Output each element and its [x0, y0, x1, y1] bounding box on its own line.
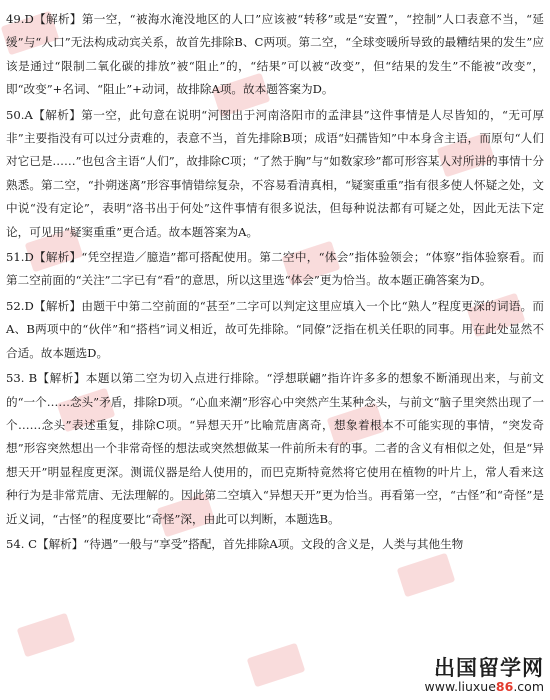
logo-url: [425, 680, 544, 694]
site-logo: [425, 656, 544, 694]
answer-paragraph-52: 52.D【解析】由题干中第二空前面的“甚至”二字可以判定这里应填入一个比“熟人”程度更深的词语。而A、B两项中的“伙伴”和“搭档”词义相近，故可先排除。“同僚”泛指在机关任职的同事。用在此处显然不合适。故本题选D。: [6, 298, 544, 360]
answer-paragraph-49: 49.D【解析】第一空，“被海水淹没地区的人口”应该被“转移”或是“安置”，“控制”人口表意不当，“延缓”与“人口”无法构成动宾关系，故首先排除B、C两项。第二空，“全球变暖所导致的最糟结果的发生”应该是通过“限制二氧化碳的排放”被“阻止”的，“结果”可以被“改变”，但“结果的发生”不能被“改变”，即“改变”+名词、“阻止”+动词，故排除A项。故本题答案为D。: [6, 12, 544, 97]
watermark-stamp: [247, 643, 306, 688]
url-accent: 86: [495, 679, 514, 694]
answer-explanations: [6, 8, 544, 558]
watermark-stamp: [397, 553, 456, 598]
answer-paragraph-54: 54. C【解析】“待遇”一般与“享受”搭配，首先排除A项。文段的含义是，人类与其他生物: [6, 536, 464, 551]
url-prefix: www.liuxue: [424, 679, 496, 694]
answer-paragraph-53: 53. B【解析】本题以第二空为切入点进行排除。“浮想联翩”指许许多多的想象不断涌现出来，与前文的“一个……念头”矛盾，排除D项。“心血来潮”形容心中突然产生某种念头，与前文“脑子里突然出现了一个……念头”表述重复，排除C项。“异想天开”比喻荒唐离奇，想象着根本不可能实现的事情，“突发奇想”形容突然想出一个非常奇怪的想法或突然想做某一件前所未有的事。二者的含义有相似之处，但是“异想天开”明显程度更深。测谎仪器是给人使用的，而巴克斯特竟然将它使用在植物的叶片上，常人看来这种行为是非常荒唐、无法理解的。因此第二空填入“异想天开”更为恰当。再看第一空，“古怪”和“奇怪”是近义词，“古怪”的程度要比“奇怪”深，由此可以判断，本题选B。: [6, 371, 544, 526]
answer-paragraph-50: 50.A【解析】第一空，此句意在说明“河图出于河南洛阳市的孟津县”这件事情是人尽皆知的，“无可厚非”主要指没有可以过分责难的，表意不当，首先排除B项；成语“妇孺皆知”中本身含主语，而原句“人们对它已是……”也包含主语“人们”，故排除C项；“了然于胸”与“如数家珍”都可形容某人对所讲的事情十分熟悉。第二空，“扑朔迷离”形容事情错综复杂，不容易看清真相，“疑窦重重”指有很多使人怀疑之处，文中说“没有定论”，表明“洛书出于何处”这件事情有很多说法，但每种说法都有可疑之处，因此无法下定论，可见用“疑窦重重”更合适。故本题答案为A。: [6, 107, 544, 239]
logo-text: 出国留学网: [434, 656, 544, 680]
watermark-stamp: [17, 613, 76, 658]
url-suffix: .com: [513, 679, 544, 694]
answer-paragraph-51: 51.D【解析】“凭空捏造／臆造”都可搭配使用。第二空中，“体会”指体验领会；“体察”指体验察看。而第二空前面的“关注”二字已有“看”的意思，所以这里选“体会”更为恰当。故本题正确答案为D。: [6, 250, 544, 288]
